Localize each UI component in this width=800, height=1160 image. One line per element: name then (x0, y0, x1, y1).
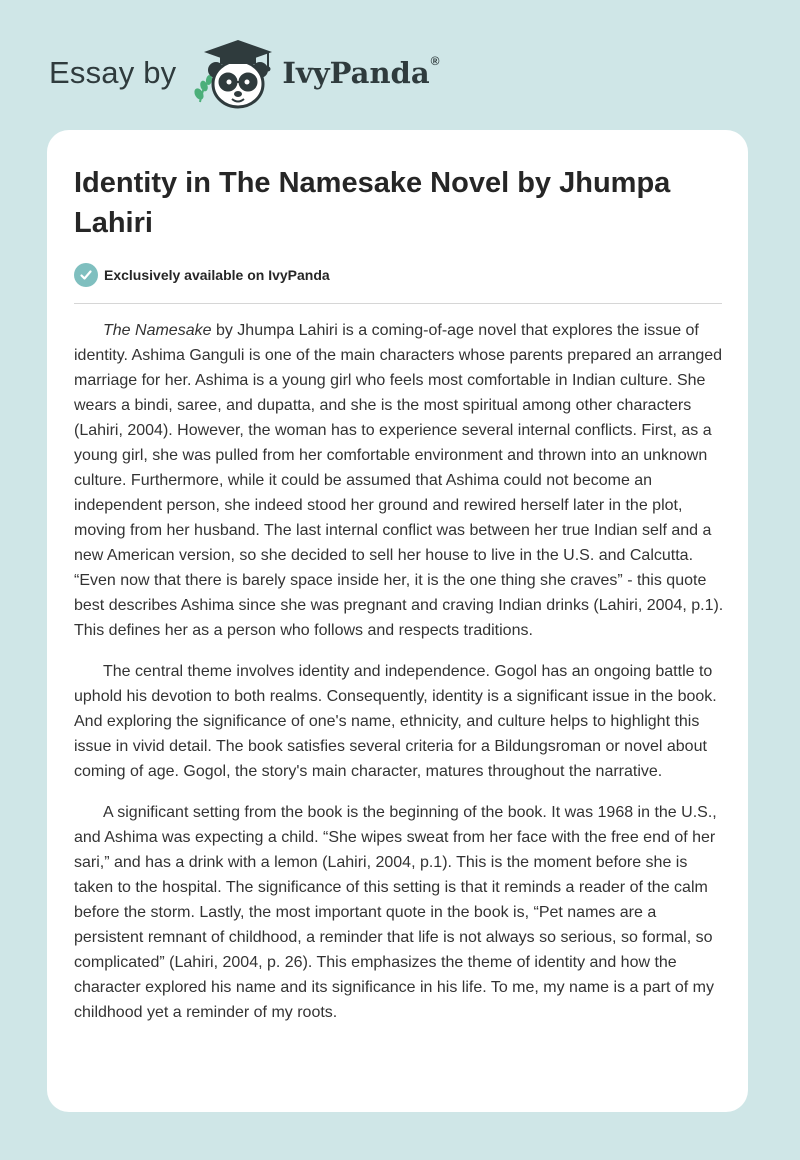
brand-prefix: Essay by (49, 55, 177, 90)
paragraph-1 (74, 318, 726, 643)
essay-card (47, 130, 748, 1112)
book-title-italic: The Namesake (103, 322, 212, 339)
page-title: Identity in The Namesake Novel by Jhumpa Lahiri (74, 167, 671, 239)
divider (74, 303, 722, 304)
registered-mark: ® (430, 54, 440, 68)
site-brand[interactable] (49, 36, 439, 110)
paragraph-1-text: by Jhumpa Lahiri is a coming-of-age novel that explores the issue of identity. Ashima Ganguli is one of the main characters whose parents prepared an arranged marriage for her. Ashima is a young girl who feels most comfortable in Indian culture. She wears a bindi, saree, and dupatta, and she is the most spiritual among other characters (Lahiri, 2004). However, the woman has to experience several internal conflicts. First, as a young girl, she was pulled from her comfortable environment and thrown into an unknown culture. Furthermore, while it could be assumed that Ashima could not become an independent person, she indeed stood her ground and rewired herself later in the plot, moving from her husband. The last internal conflict was between her true Indian self and a new American version, so she decided to sell her house to live in the U.S. and Calcutta. “Even now that there is barely space inside her, it is the one thing she craves” - this quote best describes Ashima since she was pregnant and craving Indian drinks (Lahiri, 2004, p.1). This defines her as a person who follows and respects traditions. (74, 322, 724, 639)
brand-name: IvyPanda (282, 56, 430, 90)
panda-logo-icon (190, 36, 276, 110)
essay-body (74, 318, 726, 1041)
check-circle-icon (74, 263, 98, 287)
paragraph-2: The central theme involves identity and independence. Gogol has an ongoing battle to uphold his devotion to both realms. Consequently, identity is a significant issue in the book. And exploring the significance of one's name, ethnicity, and culture helps to highlight this issue in vivid detail. The book satisfies several criteria for a Bildungsroman or novel about coming of age. Gogol, the story's main character, matures throughout the narrative. (74, 663, 717, 780)
exclusive-badge (74, 263, 330, 287)
paragraph-3: A significant setting from the book is the beginning of the book. It was 1968 in the U.S., and Ashima was expecting a child. “She wipes sweat from her face with the free end of her sari,” and has a drink with a lemon (Lahiri, 2004, p.1). This is the moment before she is taken to the hospital. The significance of this setting is that it reminds a reader of the calm before the storm. Lastly, the most important quote in the book is, “Pet names are a persistent remnant of childhood, a reminder that life is not always so serious, so formal, so complicated” (Lahiri, 2004, p. 26). This emphasizes the theme of identity and how the character explored his name and its significance in his life. To me, my name is a part of my childhood yet a reminder of my roots. (74, 804, 717, 1021)
badge-text: Exclusively available on IvyPanda (104, 267, 330, 283)
